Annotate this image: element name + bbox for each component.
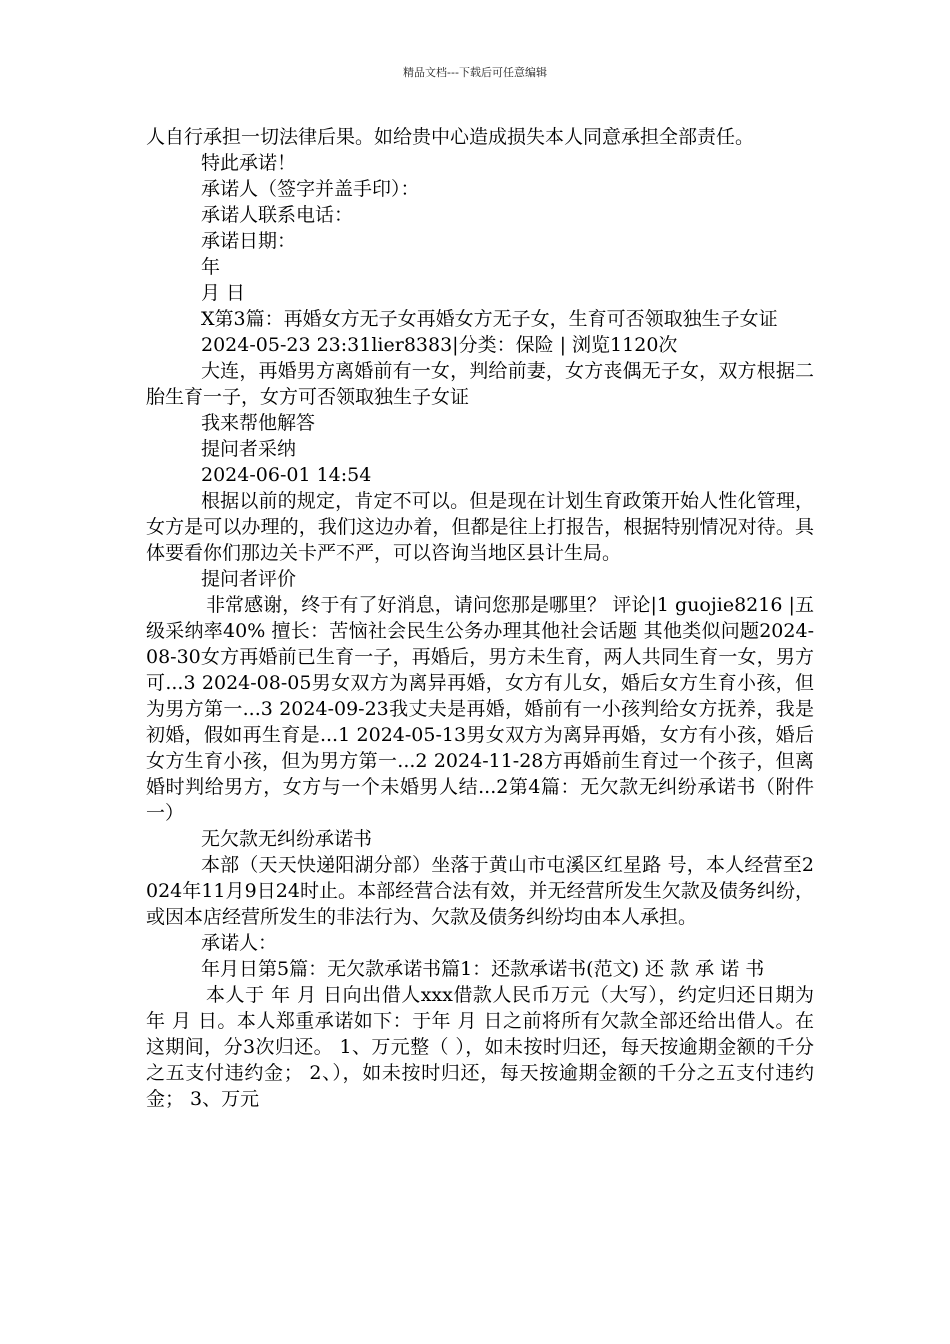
document-body xyxy=(146,124,814,1112)
paragraph: 承诺人联系电话： xyxy=(201,204,354,226)
paragraph: 月 日 xyxy=(201,282,246,304)
paragraph: 年 xyxy=(201,256,221,278)
evaluation-text: 非常感谢，终于有了好消息，请问您那是哪里？ 评论|1 guojie8216 |五级采纳率40% 擅长：苦恼社会民生公务办理其他社会话题 其他类似问题2024-08-30女方再婚前已生育一子，再婚后，男方未生育，两人共同生育一女，男方可...3 2024-08-05男女双方为离异再婚，女方有儿女，婚后女方生育小孩，但为男方第一...3 2024-09-23我丈夫是再婚，婚前有一小孩判给女方抚养，我是初婚，假如再生育是...1 2024-05-13男女双方为离异再婚，女方有小孩，婚后女方生育小孩，但为男方第一...2 2024-11-28方再婚前生育过一个孩子，但离婚时判给男方，女方与一个未婚男人结...2第4篇：无欠款无纠纷承诺书（附件一） xyxy=(146,594,814,824)
question-text: 大连，再婚男方离婚前有一女，判给前妻，女方丧偶无子女，双方根据二胎生育一子，女方可否领取独生子女证 xyxy=(146,360,814,408)
section-heading: X第3篇：再婚女方无子女再婚女方无子女，生育可否领取独生子女证 xyxy=(201,308,778,330)
section-heading: 无欠款无纠纷承诺书 xyxy=(201,828,373,850)
paragraph: 人自行承担一切法律后果。如给贵中心造成损失本人同意承担全部责任。 xyxy=(146,126,755,148)
paragraph: 我来帮他解答 xyxy=(201,412,316,434)
paragraph: 承诺人： xyxy=(201,932,278,954)
paragraph: 特此承诺！ xyxy=(201,152,297,174)
paragraph: 本部（天天快递阳湖分部）坐落于黄山市屯溪区红星路 号，本人经营至2024年11月9日24时止。本部经营合法有效，并无经营所发生欠款及债务纠纷，或因本店经营所发生的非法行为、欠款及债务纠纷均由本人承担。 xyxy=(146,854,814,928)
paragraph: 本人于 年 月 日向出借人xxx借款人民币万元（大写），约定归还日期为 年 月 日。本人郑重承诺如下：于年 月 日之前将所有欠款全部还给出借人。在这期间，分3次归还。 1、万元整（ ），如未按时归还，每天按逾期金额的千分之五支付违约金； 2、），如未按时归还，每天按逾期金额的千分之五支付违约金； 3、万元 xyxy=(146,984,814,1110)
paragraph: 提问者采纳 xyxy=(201,438,297,460)
paragraph: 承诺日期： xyxy=(201,230,297,252)
section-heading: 年月日第5篇：无欠款承诺书篇1：还款承诺书(范文) 还 款 承 诺 书 xyxy=(201,958,765,980)
paragraph: 承诺人（签字并盖手印）： xyxy=(201,178,420,200)
page-header: 精品文档---下载后可任意编辑 xyxy=(403,66,547,79)
answer-text: 根据以前的规定，肯定不可以。但是现在计划生育政策开始人性化管理，女方是可以办理的，我们这边办着，但都是往上打报告，根据特别情况对待。具体要看你们那边关卡严不严，可以咨询当地区县计生局。 xyxy=(146,490,814,564)
answer-date: 2024-06-01 14:54 xyxy=(201,464,372,486)
paragraph: 提问者评价 xyxy=(201,568,297,590)
post-meta: 2024-05-23 23:31lier8383|分类：保险 | 浏览1120次 xyxy=(201,334,678,356)
